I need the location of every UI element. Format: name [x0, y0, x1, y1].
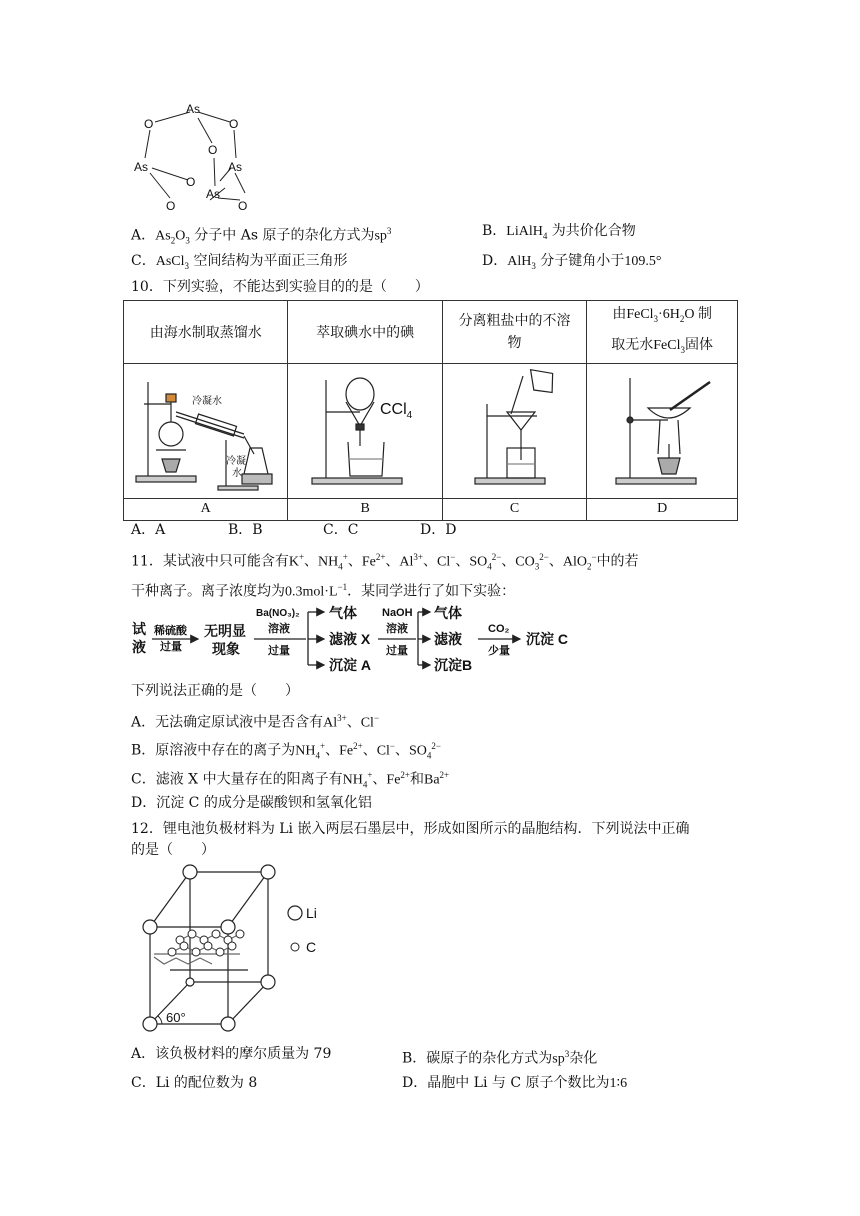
- q9-option-b: B．LiAlH$_4$ 为共价化合物: [482, 223, 636, 241]
- q11-option-b: B．原溶液中存在的离子为$NH_4^+$、$Fe^{2+}$、Cl−、$SO_4^{2-}$: [131, 741, 441, 761]
- flow-filtrate: 滤液: [434, 631, 462, 647]
- angle-label: 60°: [166, 1010, 186, 1025]
- flow-ba-amt: 过量: [268, 645, 290, 657]
- atom-o: O: [229, 117, 239, 131]
- distillation-drawing: [126, 364, 286, 494]
- legend-c-icon: [291, 943, 299, 951]
- atom-as-right: As: [228, 160, 243, 174]
- q10-option-c: C．C: [323, 522, 359, 538]
- q12-option-b: B．碳原子的杂化方式为$sp^3$杂化: [402, 1049, 598, 1067]
- flow-co2: CO₂: [488, 623, 510, 635]
- apparatus-b-extraction: [288, 363, 442, 498]
- flow-ye: 液: [132, 639, 146, 655]
- q12-option-a: A．该负极材料的摩尔质量为 79: [131, 1046, 332, 1062]
- q10-option-a: A．A: [131, 522, 166, 538]
- q12-option-c: C．Li 的配位数为 8: [131, 1075, 258, 1091]
- q11-option-a: A．无法确定原试液中是否含有$Al^{3+}$、Cl−: [131, 713, 380, 731]
- flow-ppt-b: 沉淀B: [434, 657, 473, 673]
- flow-acid-amt: 过量: [160, 641, 182, 653]
- q10-experiment-table: [123, 300, 738, 521]
- label-cond-out2: 水: [231, 467, 242, 479]
- label-cond-in: 冷凝水: [191, 395, 222, 407]
- flow-nochange2: 现象: [212, 641, 240, 657]
- flow-ppt-a: 沉淀 A: [329, 657, 371, 673]
- atom-as-left: As: [134, 160, 149, 174]
- q12-option-d: D．晶胞中 Li 与 C 原子个数比为1∶6: [402, 1075, 628, 1091]
- flow-naoh2: 溶液: [386, 623, 408, 635]
- flow-naoh: NaOH: [382, 607, 413, 619]
- atom-as-bottom: As: [206, 187, 221, 201]
- q11-flow-diagram: [128, 602, 588, 676]
- separatory-funnel-drawing: [290, 364, 440, 494]
- letter-a: A: [124, 498, 288, 520]
- q11-option-c: C．滤液 X 中大量存在的阳离子有$NH_4^+$、$Fe^{2+}$和$Ba^{2+}$: [131, 770, 450, 790]
- flow-ba: Ba(NO₃)₂: [256, 608, 300, 619]
- q10-stem: 10．下列实验，不能达到实验目的的是（ ）: [131, 279, 429, 295]
- q12-stem-line2: 的是（ ）: [131, 842, 215, 858]
- header-distillation: 由海水制取蒸馏水: [124, 301, 288, 364]
- filtration-drawing: [445, 364, 585, 494]
- q11-ask: 下列说法正确的是（ ）: [131, 683, 299, 699]
- flow-naoh-amt: 过量: [386, 645, 408, 657]
- atom-o: O: [238, 199, 248, 213]
- header-extraction: 萃取碘水中的碘: [288, 301, 442, 364]
- atom-o: O: [186, 175, 196, 189]
- legend-li: Li: [306, 905, 317, 921]
- atom-o: O: [208, 143, 218, 157]
- letter-b: B: [288, 498, 442, 520]
- flow-gas1: 气体: [329, 605, 357, 621]
- q9-option-d: D．AlH$_3$ 分子键角小于109.5°: [482, 253, 662, 271]
- q11-stem-line2: 干种离子。离子浓度均为$0.3mol\cdot L^{-1}$．某同学进行了如下实验：: [131, 582, 516, 600]
- header-filtration: 分离粗盐中的不溶 物: [442, 301, 586, 364]
- flow-shi: 试: [132, 621, 146, 637]
- evaporation-drawing: [588, 364, 736, 494]
- flow-co2-amt: 少量: [488, 645, 510, 657]
- apparatus-c-filtration: [442, 363, 586, 498]
- flow-gas2: 气体: [434, 605, 462, 621]
- label-ccl4: CCl$_4$: [380, 400, 413, 421]
- legend-c: C: [306, 939, 317, 955]
- atom-o: O: [166, 199, 176, 213]
- label-cond-out: 冷凝: [225, 455, 246, 467]
- q10-option-d: D．D: [420, 522, 457, 538]
- flow-acid: 稀硫酸: [154, 625, 187, 637]
- q10-option-b: B．B: [228, 522, 263, 538]
- atom-o: O: [144, 117, 154, 131]
- letter-c: C: [442, 498, 586, 520]
- flow-nochange1: 无明显: [204, 623, 246, 639]
- flow-filtrate-x: 滤液 X: [329, 631, 371, 647]
- flow-ppt-c: 沉淀 C: [526, 631, 568, 647]
- letter-d: D: [587, 498, 738, 520]
- flow-ba2: 溶液: [268, 623, 290, 635]
- q9-option-a: A．$As_2O_3$ 分子中 As 原子的杂化方式为$sp^3$: [131, 226, 392, 246]
- legend-li-icon: [288, 906, 302, 920]
- as4o6-structure: [130, 98, 250, 216]
- header-evaporation: 由$FeCl_3\cdot 6H_2O$ 制 取无水FeCl$_3$固体: [587, 301, 738, 364]
- q11-option-d: D．沉淀 C 的成分是碳酸钡和氢氧化铝: [131, 795, 372, 811]
- apparatus-a-distillation: [124, 363, 288, 498]
- apparatus-d-evaporation: [587, 363, 738, 498]
- q12-stem-line1: 12．锂电池负极材料为 Li 嵌入两层石墨层中，形成如图所示的晶胞结构．下列说法中正确: [131, 821, 690, 837]
- q11-stem-line1: 11．某试液中只可能含有K+、$NH_4^+$、$Fe^{2+}$、$Al^{3+}$、Cl−、$SO_4^{2-}$、$CO_3^{2-}$、AlO$_2$−中的若: [131, 552, 639, 572]
- atom-as-top: As: [186, 102, 201, 116]
- q9-option-c: C．AsCl$_3$ 空间结构为平面正三角形: [131, 253, 348, 271]
- q12-legend: [285, 902, 345, 962]
